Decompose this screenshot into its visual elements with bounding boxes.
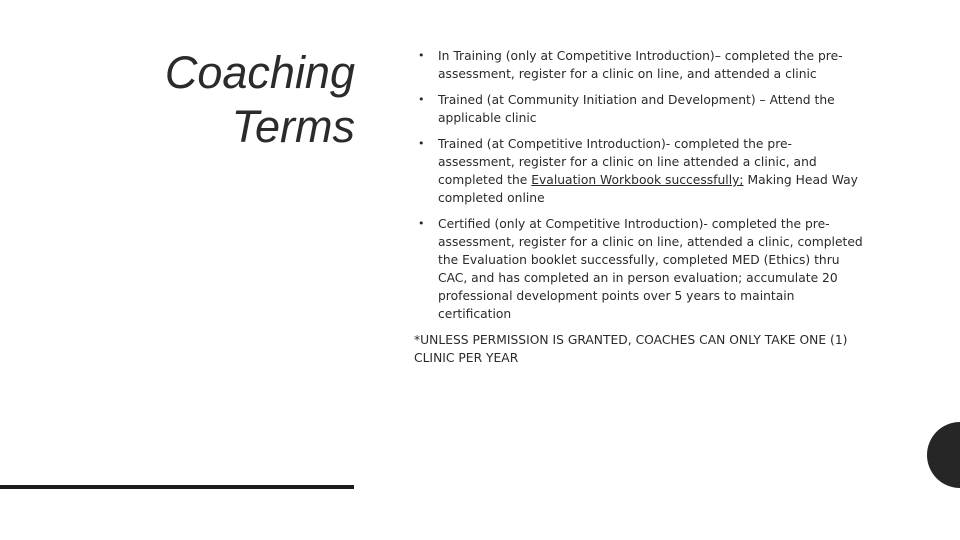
bullet-item-trained-competitive [414,135,864,207]
content-area [414,47,864,367]
decorative-circle [927,422,960,488]
bullet-text: In Training (only at Competitive Introduction)– completed the pre-assessment, register for a clinic on line, and attended a clinic [438,49,843,81]
slide-title-line-1: Coaching [164,47,355,98]
bullet-text: Trained (at Community Initiation and Development) – Attend the applicable clinic [438,93,835,125]
decorative-rule [0,485,354,489]
bullet-text: Certified (only at Competitive Introduction)- completed the pre-assessment, register for a clinic on line, attended a clinic, completed the Evaluation booklet successfully, completed MED (Ethics) thru CAC, and has completed an in person evaluation; accumulate 20 professional development points over 5 years to maintain certification [438,217,863,321]
bullet-list [414,47,864,323]
bullet-item-trained-community [414,91,864,127]
bullet-item-certified [414,215,864,323]
clinic-limit-note: *UNLESS PERMISSION IS GRANTED, COACHES CAN ONLY TAKE ONE (1) CLINIC PER YEAR [414,333,848,365]
slide-title-line-2: Terms [231,101,355,152]
bullet-icon: • [418,49,425,62]
bullet-icon: • [418,93,425,106]
slide-title [165,46,355,154]
bullet-text-underlined: Evaluation Workbook successfully; [531,173,744,187]
bullet-icon: • [418,217,425,230]
bullet-item-in-training [414,47,864,83]
bullet-text-end: Making Head Way completed online [438,173,858,205]
bullet-text-start: Trained (at Competitive Introduction)- completed the pre-assessment, register for a clinic on line attended a clinic, and completed the [438,137,817,187]
bullet-icon: • [418,137,425,150]
